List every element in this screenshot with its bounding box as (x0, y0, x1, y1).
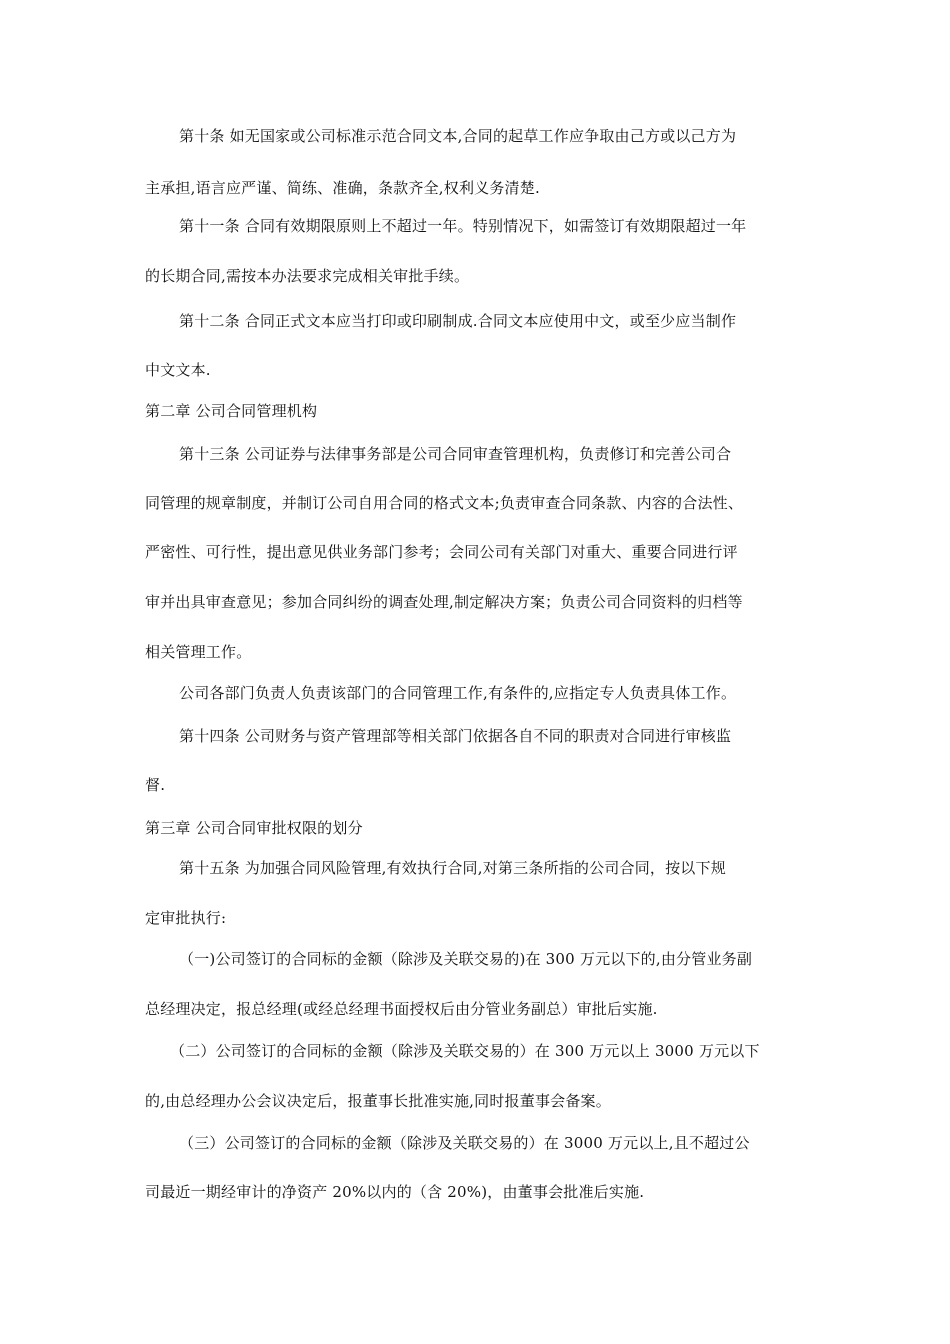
approval-item-3-line-2: 司最近一期经审计的净资产 20%以内的（含 20%)，由董事会批准后实施. (145, 1183, 645, 1201)
article-13-line-3: 严密性、可行性，提出意见供业务部门参考；会同公司有关部门对重大、重要合同进行评 (145, 543, 738, 561)
article-14-line-1: 第十四条 公司财务与资产管理部等相关部门依据各自不同的职责对合同进行审核监 (179, 727, 732, 745)
department-duty-line: 公司各部门负责人负责该部门的合同管理工作,有条件的,应指定专人负责具体工作。 (179, 684, 737, 702)
article-14-line-2: 督. (145, 776, 166, 794)
article-13-line-4: 审并出具审查意见；参加合同纠纷的调查处理,制定解决方案；负责公司合同资料的归档等 (145, 593, 743, 611)
article-12-line-2: 中文文本. (145, 361, 211, 379)
article-15-line-2: 定审批执行: (145, 909, 227, 927)
approval-item-2-line-1: （二）公司签订的合同标的金额（除涉及关联交易的）在 300 万元以上 3000 万元以下 (170, 1042, 760, 1060)
article-11-line-2: 的长期合同,需按本办法要求完成相关审批手续。 (145, 267, 470, 285)
article-13-line-5: 相关管理工作。 (145, 643, 252, 661)
approval-item-3-line-1: （三）公司签订的合同标的金额（除涉及关联交易的）在 3000 万元以上,且不超过公 (179, 1134, 750, 1152)
article-15-line-1: 第十五条 为加强合同风险管理,有效执行合同,对第三条所指的公司合同，按以下规 (179, 859, 726, 877)
chapter-2-heading: 第二章 公司合同管理机构 (145, 402, 318, 420)
article-12-line-1: 第十二条 合同正式文本应当打印或印刷制成.合同文本应使用中文，或至少应当制作 (179, 312, 737, 330)
approval-item-1-line-1: （一)公司签订的合同标的金额（除涉及关联交易的)在 300 万元以下的,由分管业务副 (179, 950, 753, 968)
article-13-line-1: 第十三条 公司证券与法律事务部是公司合同审查管理机构，负责修订和完善公司合 (179, 445, 732, 463)
article-13-line-2: 同管理的规章制度，并制订公司自用合同的格式文本;负责审查合同条款、内容的合法性、 (145, 494, 744, 512)
approval-item-1-line-2: 总经理决定，报总经理(或经总经理书面授权后由分管业务副总）审批后实施. (145, 1000, 658, 1018)
approval-item-2-line-2: 的,由总经理办公会议决定后，报董事长批准实施,同时报董事会备案。 (145, 1092, 611, 1110)
article-11-line-1: 第十一条 合同有效期限原则上不超过一年。特别情况下，如需签订有效期限超过一年 (179, 217, 747, 235)
article-10-line-2: 主承担,语言应严谨、简练、准确，条款齐全,权利义务清楚. (145, 179, 540, 197)
chapter-3-heading: 第三章 公司合同审批权限的划分 (145, 819, 363, 837)
article-10-line-1: 第十条 如无国家或公司标准示范合同文本,合同的起草工作应争取由己方或以己方为 (179, 127, 737, 145)
